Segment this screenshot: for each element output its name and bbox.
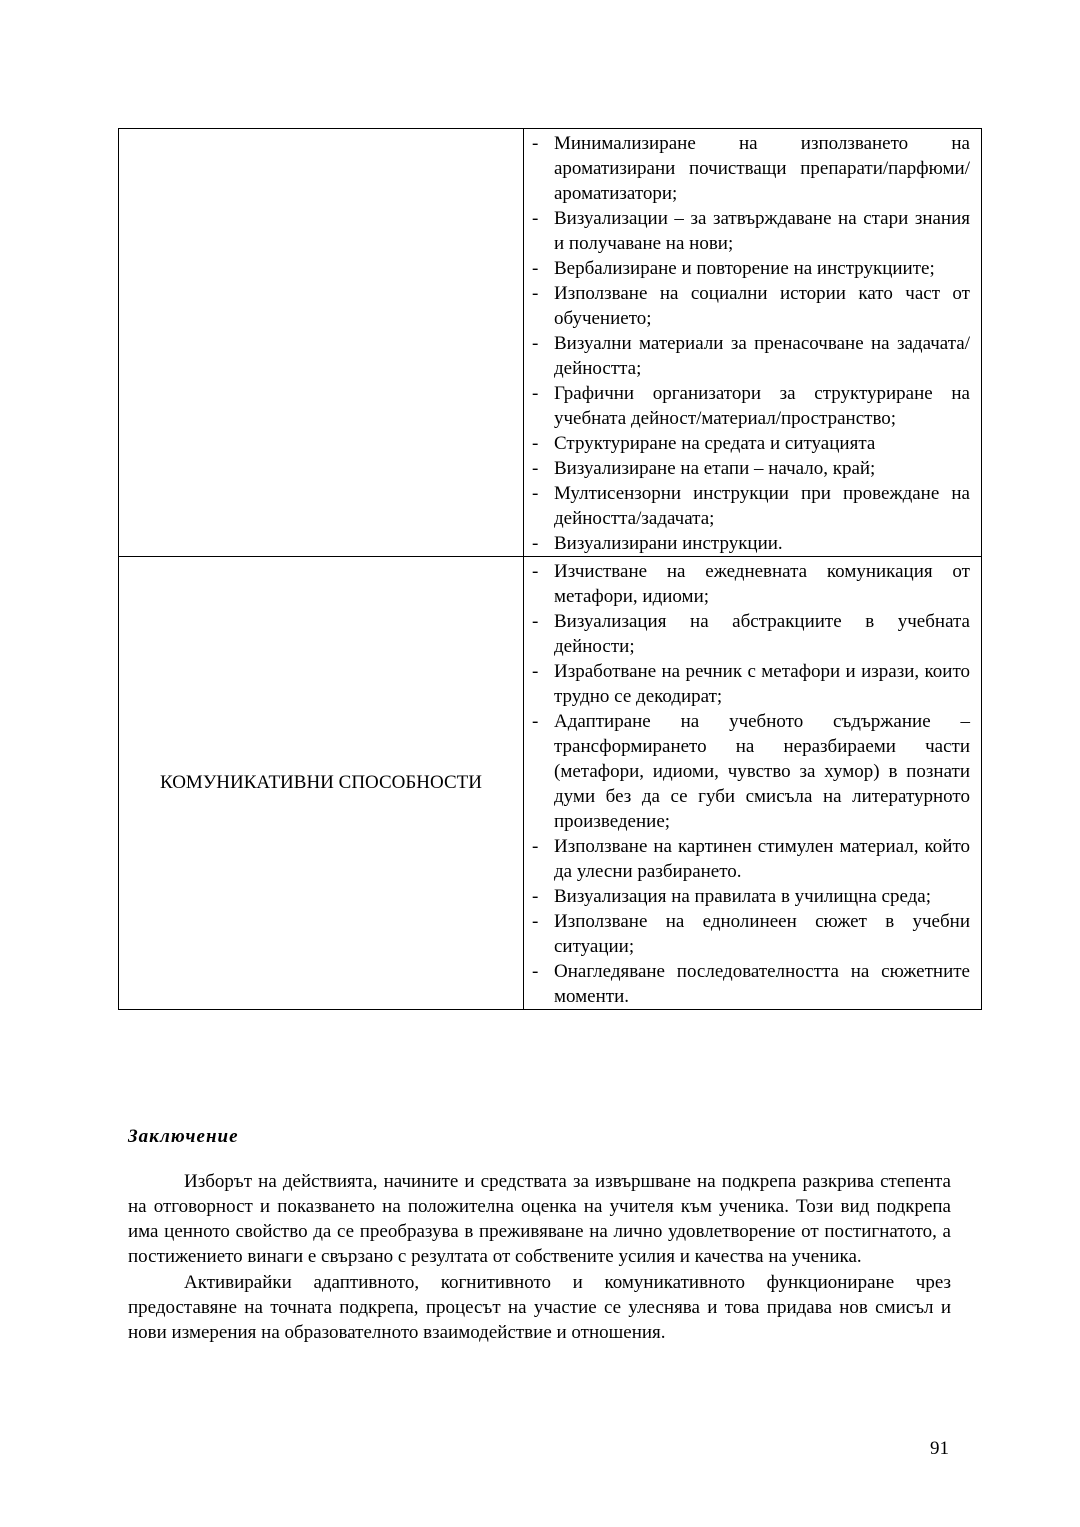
- list-item: - Онагледяване последователността на сюжетните моменти.: [532, 961, 970, 1007]
- list-item: - Вербализиране и повторение на инструкциите;: [532, 258, 935, 279]
- measures-list: [532, 131, 970, 556]
- list-item: - Визуални материали за пренасочване на задачата/дейността;: [532, 333, 970, 379]
- list-item: - Изработване на речник с метафори и изрази, които трудно се декодират;: [532, 661, 970, 707]
- list-item: - Изчистване на ежедневната комуникация от метафори, идиоми;: [532, 561, 970, 607]
- list-item-text: Използване на социални истории като част от обучението;: [554, 283, 970, 329]
- section-title: Заключение: [128, 1126, 239, 1147]
- list-item: - Минимализиране на използването на ароматизирани почистващи препарати/парфюми/ароматизатори;: [532, 133, 970, 204]
- list-item-text: Структуриране на средата и ситуацията: [554, 433, 876, 454]
- support-measures-table: [118, 128, 982, 1010]
- list-item: - Визуализация на абстракциите в учебната дейности;: [532, 611, 970, 657]
- list-item: - Използване на социални истории като част от обучението;: [532, 283, 970, 329]
- list-item-text: Вербализиране и повторение на инструкциите;: [554, 258, 935, 279]
- list-item-text: Използване на картинен стимулен материал, който да улесни разбирането.: [554, 836, 970, 882]
- list-item: - Визуализация на правилата в училищна среда;: [532, 886, 932, 907]
- list-item-text: Графични организатори за структуриране на учебната дейност/материал/пространство;: [554, 383, 970, 429]
- list-item: - Използване на картинен стимулен материал, който да улесни разбирането.: [532, 836, 970, 882]
- conclusion-body: [128, 1169, 951, 1346]
- list-item-text: Изработване на речник с метафори и изрази, които трудно се декодират;: [554, 661, 970, 707]
- measures-cell: [524, 129, 982, 557]
- list-item: - Визуализации – за затвърждаване на стари знания и получаване на нови;: [532, 208, 970, 254]
- list-item: - Структуриране на средата и ситуацията: [532, 433, 876, 454]
- table-row: [119, 129, 982, 557]
- measures-cell: [524, 557, 982, 1010]
- list-item: - Адаптиране на учебното съдържание – трансформирането на неразбираеми части (метафори, идиоми, чувство за хумор) в познати думи без да се губи смисъла на литературното произведение;: [532, 711, 970, 832]
- list-item-text: Използване на еднолинеен сюжет в учебни ситуации;: [554, 911, 970, 957]
- list-item: - Мултисензорни инструкции при провеждане на дейността/задачата;: [532, 483, 970, 529]
- list-item-text: Минимализиране на използването на ароматизирани почистващи препарати/парфюми/ароматизатори;: [554, 133, 970, 204]
- list-item: - Визуализирани инструкции.: [532, 533, 783, 554]
- list-item-text: Мултисензорни инструкции при провеждане на дейността/задачата;: [554, 483, 970, 529]
- list-item: - Визуализиране на етапи – начало, край;: [532, 458, 876, 479]
- list-item-text: Визуализация на правилата в училищна среда;: [554, 886, 932, 907]
- list-item: - Използване на еднолинеен сюжет в учебни ситуации;: [532, 911, 970, 957]
- category-cell: [119, 557, 524, 1010]
- measures-list: [532, 559, 970, 1009]
- paragraph: Изборът на действията, начините и средствата за извършване на подкрепа разкрива степента на отговорност и показването на положителна оценка на учителя към ученика. Този вид подкрепа има ценното свойство да се преобразува в преживяване на лично удовлетворение от постигнатото, а постижението винаги е свързано с резултата от собствените усилия и качества на ученика.: [128, 1171, 951, 1267]
- paragraph: Активирайки адаптивното, когнитивното и комуникативното функциониране чрез предоставяне на точната подкрепа, процесът на участие се улеснява и това придава нов смисъл и нови измерения на образователното взаимодействие и отношения.: [128, 1272, 951, 1343]
- list-item-text: Визуални материали за пренасочване на задачата/дейността;: [554, 333, 970, 379]
- table-row: [119, 557, 982, 1010]
- list-item-text: Визуализация на абстракциите в учебната дейности;: [554, 611, 970, 657]
- page-number: 91: [930, 1438, 949, 1459]
- list-item-text: Визуализации – за затвърждаване на стари знания и получаване на нови;: [554, 208, 970, 254]
- category-label: КОМУНИКАТИВНИ СПОСОБНОСТИ: [160, 772, 482, 793]
- category-cell-empty: [119, 129, 524, 557]
- list-item-text: Визуализиране на етапи – начало, край;: [554, 458, 876, 479]
- list-item-text: Онагледяване последователността на сюжетните моменти.: [554, 961, 970, 1007]
- list-item-text: Адаптиране на учебното съдържание – трансформирането на неразбираеми части (метафори, идиоми, чувство за хумор) в познати думи без да се губи смисъла на литературното произведение;: [554, 711, 970, 832]
- list-item: - Графични организатори за структуриране на учебната дейност/материал/пространство;: [532, 383, 970, 429]
- list-item-text: Изчистване на ежедневната комуникация от метафори, идиоми;: [554, 561, 970, 607]
- list-item-text: Визуализирани инструкции.: [554, 533, 783, 554]
